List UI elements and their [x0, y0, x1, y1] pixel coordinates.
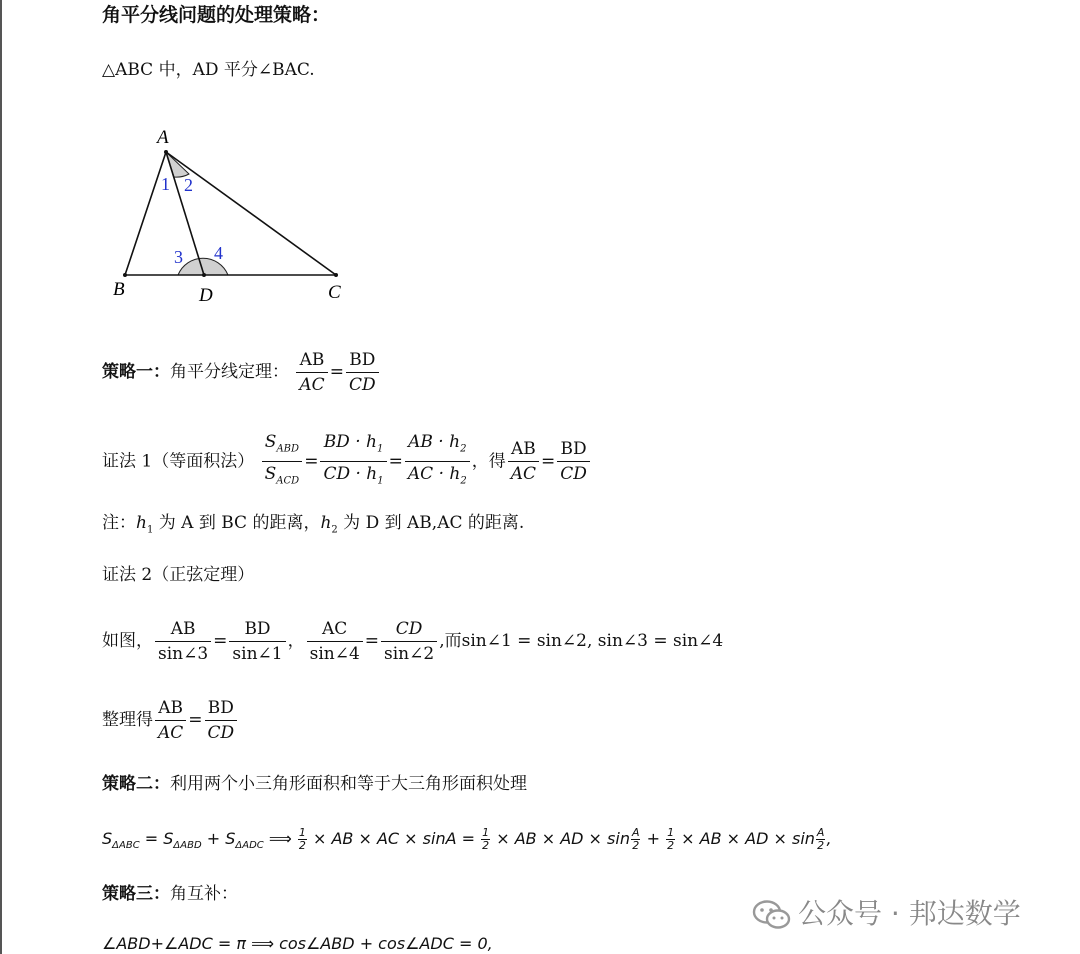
fraction: $\frac{BD \cdot h_1}{CD \cdot h_1}$ — [320, 430, 386, 494]
label-C: C — [328, 282, 341, 303]
fraction: $\frac{AC}{\sin\angle 4}$ — [307, 617, 363, 666]
point-C — [334, 273, 338, 277]
wechat-icon — [752, 899, 792, 931]
cos-equation: ∠ABD+∠ADC = π ⟹ cos∠ABD + cos∠ADC = 0, — [102, 934, 493, 953]
proof-1-label: 证法 1（等面积法） — [102, 451, 255, 472]
page-left-border — [0, 0, 2, 954]
point-B — [123, 273, 127, 277]
strategy-1-line: 策略一：角平分线定理： $\frac{AB}{AC}$ = $\frac{BD}{CD}$ — [102, 348, 381, 397]
strategy-2-line: 策略二：利用两个小三角形面积和等于大三角形面积处理 — [102, 774, 527, 794]
fraction: $\frac{A}{2}$ — [631, 826, 640, 852]
sine-rule-line: 如图， $\frac{AB}{\sin\angle 3}$ = $\frac{BD}{\sin\angle 1}$ ， $\frac{AC}{\sin\angle 4}$ = $\frac{CD}{\sin\angle 2}$ ,而sin∠1 = sin∠2, sin∠3 = sin∠4 — [102, 619, 724, 664]
fraction: $\frac{BD}{\sin\angle 1}$ — [229, 617, 285, 666]
watermark: 公众号 · 邦达数学 — [752, 892, 1021, 932]
conclusion-line: 整理得 $\frac{AB}{AC}$ = $\frac{BD}{CD}$ — [102, 696, 239, 745]
note-line: 注：$h_1$ 为 A 到 BC 的距离，$h_2$ 为 D 到 AB,AC 的距离. — [102, 513, 525, 536]
fraction: $\frac{AB}{\sin\angle 3}$ — [155, 617, 211, 666]
intro-line: △ABC 中，AD 平分∠BAC. — [102, 60, 315, 80]
fraction: $\frac{AB}{AC}$ — [155, 696, 186, 745]
angle-label-4: 4 — [214, 243, 223, 263]
proof-1-line: 证法 1（等面积法） $\frac{S_{ABD}}{S_{ACD}}$ = $\frac{BD \cdot h_1}{CD \cdot h_1}$ = $\frac{AB \cdot h_2}{AC \cdot h_2}$ ，得 $\frac{AB}{AC}$ = $\frac{BD}{CD}$ — [102, 430, 592, 494]
fraction: $\frac{AB}{AC}$ — [296, 348, 327, 397]
proof-2-label: 证法 2（正弦定理） — [102, 565, 255, 585]
fraction: $\frac{BD}{CD}$ — [557, 437, 590, 486]
segment-AB — [125, 152, 166, 275]
fraction: $\frac{BD}{CD}$ — [346, 348, 379, 397]
triangle-figure — [100, 118, 370, 313]
fraction: $\frac{A}{2}$ — [816, 826, 825, 852]
label-B: B — [113, 279, 125, 300]
fraction: $\frac{BD}{CD}$ — [205, 696, 238, 745]
fraction: $\frac{AB}{AC}$ — [508, 437, 539, 486]
strategy-3-line: 策略三：角互补： — [102, 884, 238, 904]
angle-label-3: 3 — [174, 247, 183, 267]
fraction: $\frac{1}{2}$ — [298, 826, 306, 852]
page-title: 角平分线问题的处理策略： — [102, 4, 331, 26]
label-A: A — [157, 127, 169, 148]
fraction: $\frac{1}{2}$ — [482, 826, 490, 852]
strategy-1-label: 策略一： — [102, 362, 170, 382]
point-D — [202, 273, 206, 277]
fraction: $\frac{CD}{\sin\angle 2}$ — [381, 617, 437, 666]
fraction: $\frac{S_{ABD}}{S_{ACD}}$ — [262, 430, 303, 494]
area-equation: $S_{\Delta ABC} = S_{\Delta ABD} + S_{\Delta ADC}$ ⟹ $\frac{1}{2}$ × AB × AC × sinA = $\frac{1}{2}$ × AB × AD × sin $\frac{A}{2}$ + $\frac{1}{2}$ × AB × AD × sin $\frac{A}{2}$ , — [102, 826, 832, 852]
point-A — [164, 150, 168, 154]
label-D: D — [199, 285, 213, 306]
fraction: $\frac{1}{2}$ — [667, 826, 675, 852]
angle-label-2: 2 — [184, 175, 193, 195]
fraction: $\frac{AB \cdot h_2}{AC \cdot h_2}$ — [405, 430, 470, 494]
segment-AC — [166, 152, 336, 275]
strategy-1-text: 角平分线定理： — [170, 362, 289, 382]
angle-label-1: 1 — [161, 174, 170, 194]
